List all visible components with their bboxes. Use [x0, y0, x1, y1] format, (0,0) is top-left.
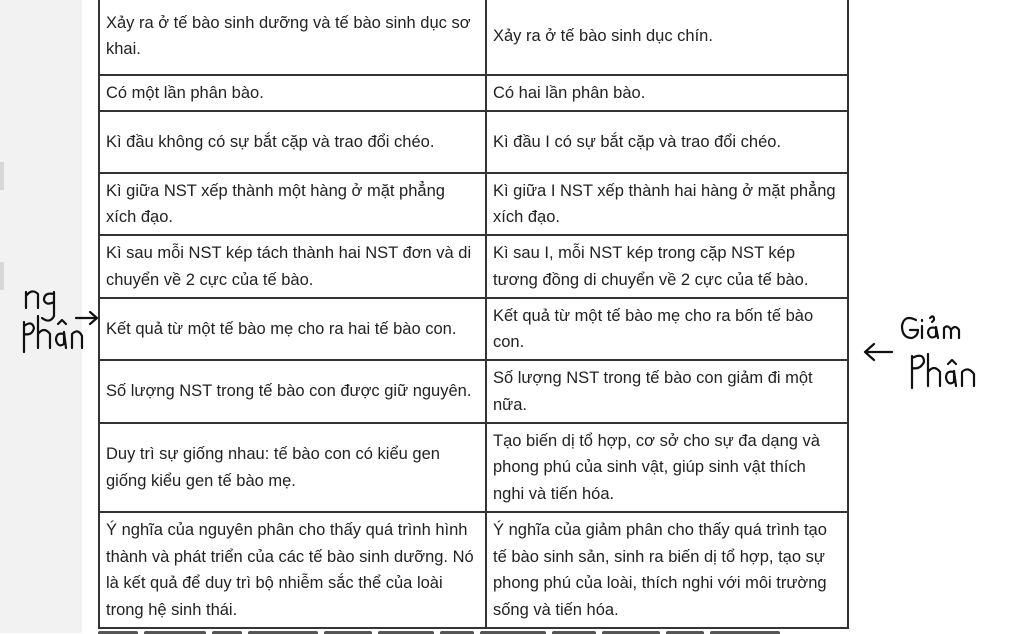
- table-row: [99, 298, 848, 360]
- table-row: [99, 423, 848, 512]
- sidebar-marker: [0, 162, 4, 190]
- meiosis-cell: Ý nghĩa của giảm phân cho thấy quá trình tạo tế bào sinh sản, sinh ra biến dị tổ hợp, tạo sự phong phú của loài, thích nghi với môi trường sống và tiến hóa.: [486, 512, 848, 628]
- mitosis-cell: Có một lần phân bào.: [99, 75, 486, 111]
- sidebar-marker: [0, 262, 4, 290]
- meiosis-cell: Kì giữa I NST xếp thành hai hàng ở mặt phẳng xích đạo.: [486, 173, 848, 235]
- table-row: [99, 0, 848, 75]
- mitosis-cell: Kì sau mỗi NST kép tách thành hai NST đơn và di chuyển về 2 cực của tế bào.: [99, 235, 486, 298]
- table-row: [99, 173, 848, 235]
- table-row: [99, 512, 848, 628]
- meiosis-cell: Có hai lần phân bào.: [486, 75, 848, 111]
- mitosis-cell: Số lượng NST trong tế bào con được giữ nguyên.: [99, 360, 486, 423]
- mitosis-cell: Kết quả từ một tế bào mẹ cho ra hai tế bào con.: [99, 298, 486, 360]
- mitosis-cell: Kì giữa NST xếp thành một hàng ở mặt phẳng xích đạo.: [99, 173, 486, 235]
- handwritten-note-mitosis: [20, 282, 100, 354]
- table-row: [99, 75, 848, 111]
- meiosis-cell: Kết quả từ một tế bào mẹ cho ra bốn tế bào con.: [486, 298, 848, 360]
- mitosis-cell: Xảy ra ở tế bào sinh dưỡng và tế bào sinh dục sơ khai.: [99, 0, 486, 75]
- meiosis-cell: Kì đầu I có sự bắt cặp và trao đổi chéo.: [486, 111, 848, 173]
- mitosis-cell: Duy trì sự giống nhau: tế bào con có kiểu gen giống kiểu gen tế bào mẹ.: [99, 423, 486, 512]
- table-row: [99, 235, 848, 298]
- comparison-table: [98, 0, 849, 629]
- meiosis-cell: Tạo biến dị tổ hợp, cơ sở cho sự đa dạng và phong phú của sinh vật, giúp sinh vật thích nghi và tiến hóa.: [486, 423, 848, 512]
- meiosis-cell: Xảy ra ở tế bào sinh dục chín.: [486, 0, 848, 75]
- handwritten-note-meiosis: [860, 310, 985, 392]
- mitosis-cell: Kì đầu không có sự bắt cặp và trao đổi chéo.: [99, 111, 486, 173]
- table-row: [99, 111, 848, 173]
- table-row: [99, 360, 848, 423]
- mitosis-cell: Ý nghĩa của nguyên phân cho thấy quá trình hình thành và phát triển của các tế bào sinh dưỡng. Nó là kết quả để duy trì bộ nhiễm sắc thể của loài trong hệ sinh thái.: [99, 512, 486, 628]
- meiosis-cell: Số lượng NST trong tế bào con giảm đi một nữa.: [486, 360, 848, 423]
- meiosis-cell: Kì sau I, mỗi NST kép trong cặp NST kép tương đồng di chuyển về 2 cực của tế bào.: [486, 235, 848, 298]
